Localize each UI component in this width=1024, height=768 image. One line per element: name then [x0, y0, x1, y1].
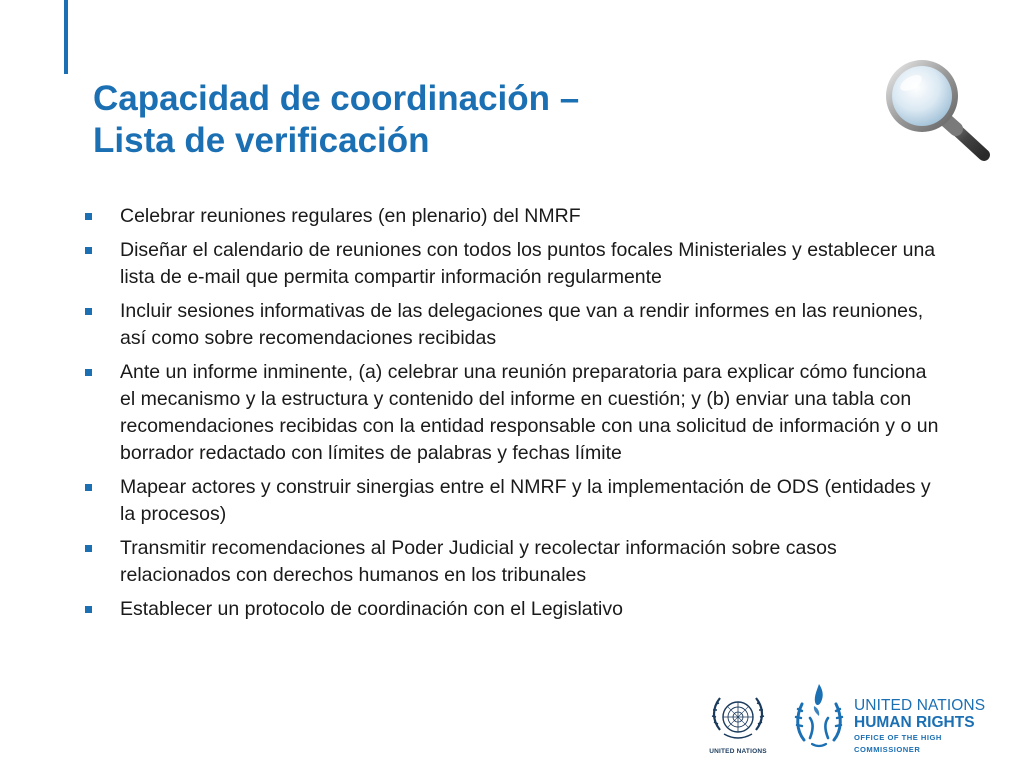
title-line-2: Lista de verificación — [93, 121, 430, 160]
accent-bar — [64, 0, 68, 74]
list-item — [80, 237, 940, 291]
square-bullet-icon — [85, 606, 92, 613]
un-logo — [702, 690, 774, 762]
list-item — [80, 474, 940, 528]
bullet-list — [80, 203, 940, 630]
square-bullet-icon — [85, 369, 92, 376]
ohchr-wordmark — [854, 698, 1000, 756]
list-item-text: Diseñar el calendario de reuniones con todos los puntos focales Ministeriales y establecer una lista de e-mail que permita compartir información regularmente — [120, 239, 936, 288]
square-bullet-icon — [85, 484, 92, 491]
ohchr-line-1: UNITED NATIONS — [854, 697, 986, 714]
ohchr-line-3: OFFICE OF THE HIGH COMMISSIONER — [854, 733, 942, 754]
square-bullet-icon — [85, 545, 92, 552]
list-item — [80, 298, 940, 352]
square-bullet-icon — [85, 247, 92, 254]
list-item — [80, 596, 940, 623]
list-item — [80, 203, 940, 230]
un-emblem-icon — [702, 690, 774, 748]
list-item-text: Ante un informe inminente, (a) celebrar una reunión preparatoria para explicar cómo funciona el mecanismo y la estructura y contenido del informe en cuestión; y (b) enviar una tabla con recomendaciones recibidas con la entidad responsable con una solicitud de información y o un borrador redactado con límites de palabras y fechas límite — [120, 361, 939, 464]
list-item-text: Transmitir recomendaciones al Poder Judicial y recolectar información sobre casos relacionados con derechos humanos en los tribunales — [120, 537, 837, 586]
slide-title — [93, 78, 579, 162]
un-logo-text: UNITED NATIONS — [709, 748, 767, 755]
title-line-1: Capacidad de coordinación – — [93, 79, 580, 118]
square-bullet-icon — [85, 213, 92, 220]
ohchr-line-2: HUMAN RIGHTS — [854, 714, 975, 731]
list-item — [80, 359, 940, 467]
list-item-text: Celebrar reuniones regulares (en plenario) del NMRF — [120, 205, 581, 227]
list-item-text: Establecer un protocolo de coordinación con el Legislativo — [120, 598, 623, 620]
ohchr-emblem-icon — [790, 678, 848, 754]
ohchr-logo — [790, 678, 1000, 758]
list-item-text: Mapear actores y construir sinergias entre el NMRF y la implementación de ODS (entidades y la procesos) — [120, 476, 931, 525]
magnifier-icon — [878, 56, 998, 168]
list-item — [80, 535, 940, 589]
list-item-text: Incluir sesiones informativas de las delegaciones que van a rendir informes en las reuniones, así como sobre recomendaciones recibidas — [120, 300, 924, 349]
square-bullet-icon — [85, 308, 92, 315]
